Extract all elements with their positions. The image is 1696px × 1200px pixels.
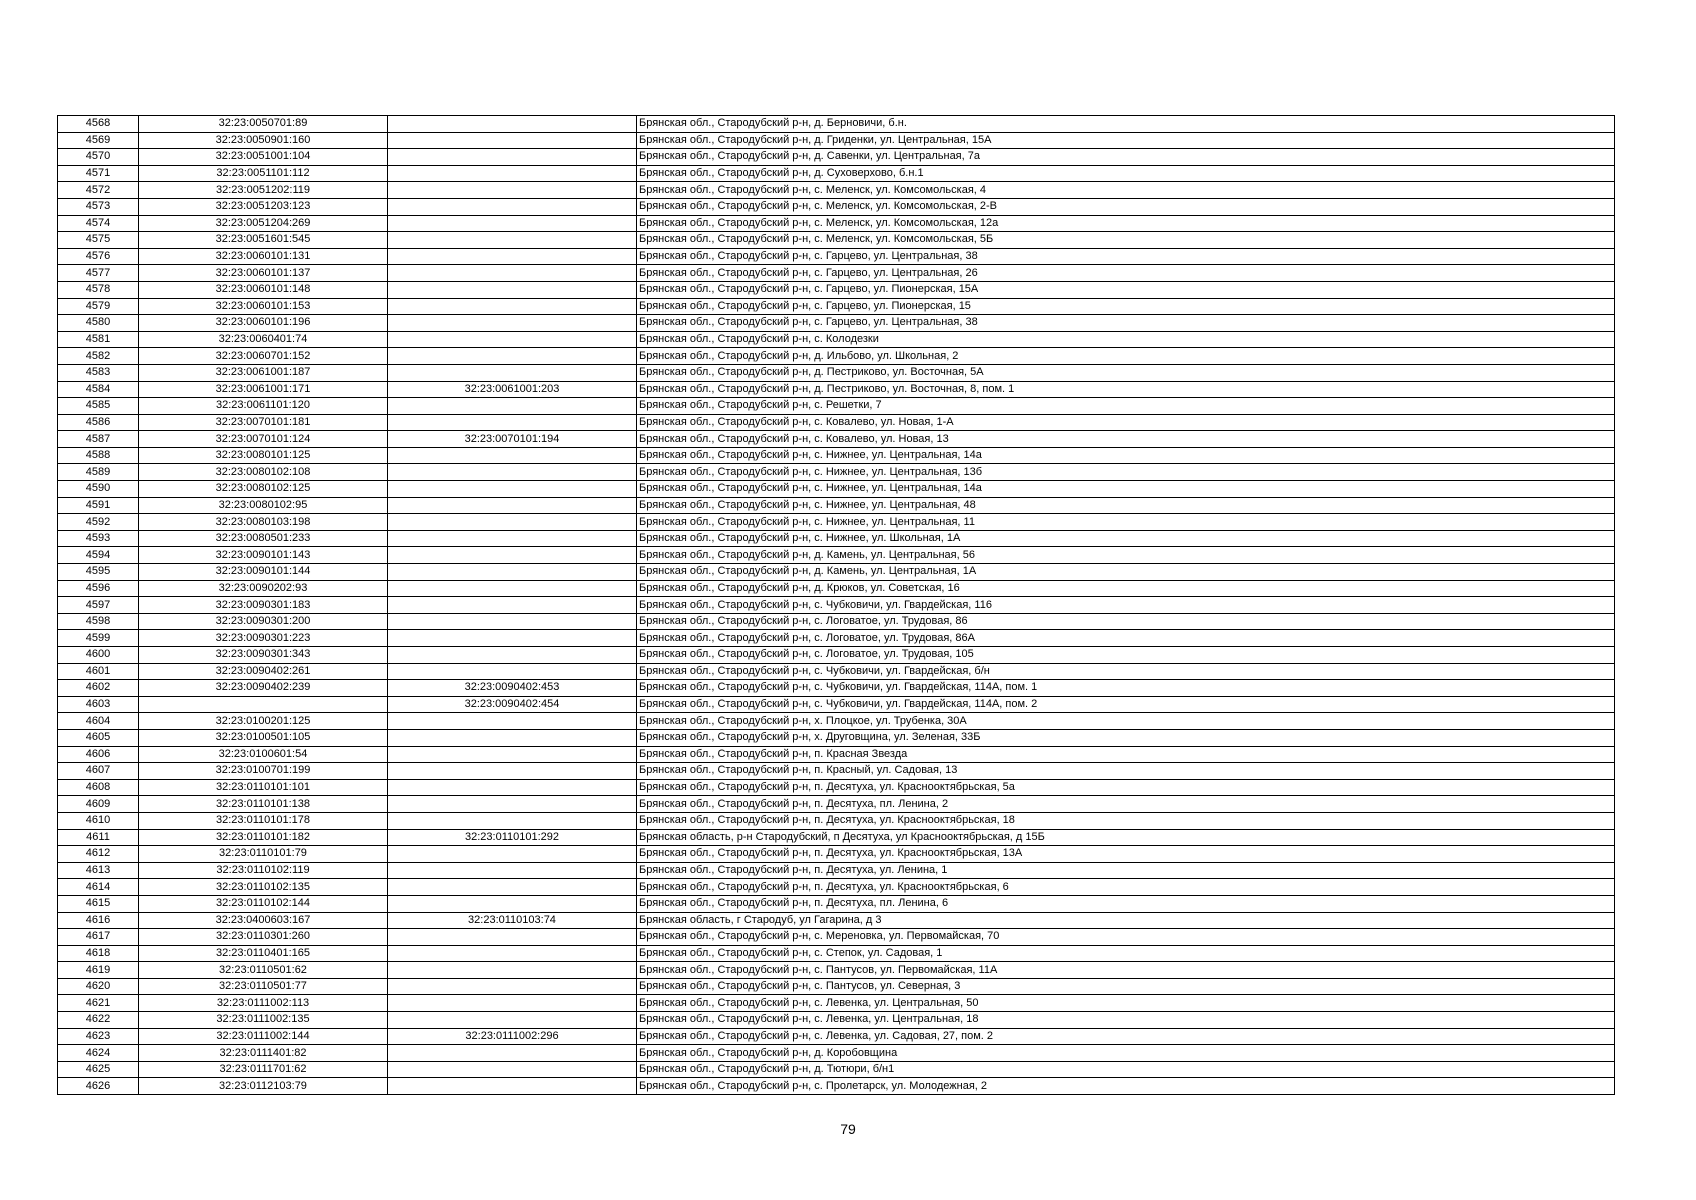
table-row bbox=[58, 879, 1615, 896]
table-row bbox=[58, 895, 1615, 912]
row-number-cell: 4611 bbox=[58, 829, 139, 846]
row-number-cell: 4602 bbox=[58, 680, 139, 697]
row-number-cell: 4594 bbox=[58, 547, 139, 564]
object-cadastral-number-cell: 32:23:0110103:74 bbox=[388, 912, 637, 929]
object-cadastral-number-cell: 32:23:0111002:296 bbox=[388, 1028, 637, 1045]
cadastral-number-cell: 32:23:0070101:124 bbox=[139, 431, 388, 448]
cadastral-number-cell: 32:23:0050701:89 bbox=[139, 116, 388, 133]
row-number-cell: 4618 bbox=[58, 945, 139, 962]
address-cell: Брянская обл., Стародубский р-н, с. Нижнее, ул. Центральная, 48 bbox=[637, 497, 1615, 514]
row-number-cell: 4568 bbox=[58, 116, 139, 133]
cadastral-number-cell: 32:23:0070101:181 bbox=[139, 414, 388, 431]
address-cell: Брянская область, р-н Стародубский, п Десятуха, ул Краснооктябрьская, д 15Б bbox=[637, 829, 1615, 846]
cadastral-number-cell: 32:23:0110102:135 bbox=[139, 879, 388, 896]
object-cadastral-number-cell bbox=[388, 613, 637, 630]
address-cell: Брянская обл., Стародубский р-н, х. Друговщина, ул. Зеленая, 33Б bbox=[637, 729, 1615, 746]
address-cell: Брянская обл., Стародубский р-н, с. Гарцево, ул. Центральная, 38 bbox=[637, 248, 1615, 265]
table-row bbox=[58, 248, 1615, 265]
table-row bbox=[58, 514, 1615, 531]
table-row bbox=[58, 331, 1615, 348]
address-cell: Брянская обл., Стародубский р-н, с. Чубковичи, ул. Гвардейская, 114А, пом. 2 bbox=[637, 696, 1615, 713]
cadastral-number-cell: 32:23:0090301:223 bbox=[139, 630, 388, 647]
row-number-cell: 4607 bbox=[58, 763, 139, 780]
cadastral-number-cell: 32:23:0090301:183 bbox=[139, 597, 388, 614]
cadastral-number-cell: 32:23:0080101:125 bbox=[139, 447, 388, 464]
cadastral-number-cell: 32:23:0080102:108 bbox=[139, 464, 388, 481]
cadastral-number-cell: 32:23:0060701:152 bbox=[139, 348, 388, 365]
row-number-cell: 4624 bbox=[58, 1045, 139, 1062]
table-row bbox=[58, 481, 1615, 498]
address-cell: Брянская обл., Стародубский р-н, с. Мереновка, ул. Первомайская, 70 bbox=[637, 929, 1615, 946]
row-number-cell: 4575 bbox=[58, 232, 139, 249]
cadastral-number-cell: 32:23:0060401:74 bbox=[139, 331, 388, 348]
table-row bbox=[58, 364, 1615, 381]
cadastral-number-cell: 32:23:0060101:131 bbox=[139, 248, 388, 265]
row-number-cell: 4625 bbox=[58, 1061, 139, 1078]
address-cell: Брянская обл., Стародубский р-н, с. Ковалево, ул. Новая, 1-А bbox=[637, 414, 1615, 431]
object-cadastral-number-cell bbox=[388, 149, 637, 166]
address-cell: Брянская обл., Стародубский р-н, с. Меленск, ул. Комсомольская, 12а bbox=[637, 215, 1615, 232]
address-cell: Брянская обл., Стародубский р-н, с. Гарцево, ул. Пионерская, 15А bbox=[637, 281, 1615, 298]
cadastral-number-cell: 32:23:0090301:343 bbox=[139, 647, 388, 664]
address-cell: Брянская обл., Стародубский р-н, д. Суховерхово, б.н.1 bbox=[637, 165, 1615, 182]
row-number-cell: 4623 bbox=[58, 1028, 139, 1045]
address-cell: Брянская обл., Стародубский р-н, п. Десятуха, ул. Краснооктябрьская, 13А bbox=[637, 846, 1615, 863]
address-cell: Брянская обл., Стародубский р-н, д. Пестриково, ул. Восточная, 8, пом. 1 bbox=[637, 381, 1615, 398]
cadastral-number-cell: 32:23:0051204:269 bbox=[139, 215, 388, 232]
object-cadastral-number-cell bbox=[388, 547, 637, 564]
object-cadastral-number-cell bbox=[388, 398, 637, 415]
object-cadastral-number-cell bbox=[388, 464, 637, 481]
row-number-cell: 4580 bbox=[58, 315, 139, 332]
address-cell: Брянская обл., Стародубский р-н, п. Красная Звезда bbox=[637, 746, 1615, 763]
row-number-cell: 4589 bbox=[58, 464, 139, 481]
object-cadastral-number-cell bbox=[388, 215, 637, 232]
row-number-cell: 4622 bbox=[58, 1012, 139, 1029]
address-cell: Брянская обл., Стародубский р-н, с. Нижнее, ул. Центральная, 14а bbox=[637, 447, 1615, 464]
row-number-cell: 4569 bbox=[58, 132, 139, 149]
object-cadastral-number-cell bbox=[388, 1061, 637, 1078]
cadastral-number-cell: 32:23:0080102:125 bbox=[139, 481, 388, 498]
table-row bbox=[58, 116, 1615, 133]
address-cell: Брянская обл., Стародубский р-н, п. Красный, ул. Садовая, 13 bbox=[637, 763, 1615, 780]
row-number-cell: 4577 bbox=[58, 265, 139, 282]
object-cadastral-number-cell bbox=[388, 232, 637, 249]
row-number-cell: 4606 bbox=[58, 746, 139, 763]
object-cadastral-number-cell bbox=[388, 248, 637, 265]
table-row bbox=[58, 497, 1615, 514]
address-cell: Брянская обл., Стародубский р-н, с. Чубковичи, ул. Гвардейская, 116 bbox=[637, 597, 1615, 614]
address-cell: Брянская обл., Стародубский р-н, с. Меленск, ул. Комсомольская, 2-В bbox=[637, 198, 1615, 215]
cadastral-number-cell: 32:23:0111002:135 bbox=[139, 1012, 388, 1029]
table-row bbox=[58, 232, 1615, 249]
row-number-cell: 4599 bbox=[58, 630, 139, 647]
cadastral-number-cell: 32:23:0061001:187 bbox=[139, 364, 388, 381]
cadastral-number-cell: 32:23:0400603:167 bbox=[139, 912, 388, 929]
table-row bbox=[58, 564, 1615, 581]
object-cadastral-number-cell bbox=[388, 198, 637, 215]
table-row bbox=[58, 215, 1615, 232]
address-cell: Брянская обл., Стародубский р-н, д. Камень, ул. Центральная, 1А bbox=[637, 564, 1615, 581]
table-row bbox=[58, 1028, 1615, 1045]
row-number-cell: 4621 bbox=[58, 995, 139, 1012]
address-cell: Брянская обл., Стародубский р-н, д. Пестриково, ул. Восточная, 5А bbox=[637, 364, 1615, 381]
address-cell: Брянская обл., Стародубский р-н, с. Решетки, 7 bbox=[637, 398, 1615, 415]
cadastral-number-cell: 32:23:0110101:79 bbox=[139, 846, 388, 863]
address-cell: Брянская обл., Стародубский р-н, с. Степок, ул. Садовая, 1 bbox=[637, 945, 1615, 962]
table-row bbox=[58, 1061, 1615, 1078]
cadastral-number-cell: 32:23:0111002:144 bbox=[139, 1028, 388, 1045]
address-cell: Брянская обл., Стародубский р-н, п. Десятуха, ул. Краснооктябрьская, 5а bbox=[637, 779, 1615, 796]
table-row bbox=[58, 1045, 1615, 1062]
address-cell: Брянская обл., Стародубский р-н, с. Логоватое, ул. Трудовая, 86А bbox=[637, 630, 1615, 647]
object-cadastral-number-cell bbox=[388, 1078, 637, 1095]
object-cadastral-number-cell bbox=[388, 647, 637, 664]
table-row bbox=[58, 198, 1615, 215]
table-row bbox=[58, 580, 1615, 597]
address-cell: Брянская обл., Стародубский р-н, п. Десятуха, ул. Краснооктябрьская, 18 bbox=[637, 812, 1615, 829]
cadastral-number-cell: 32:23:0110102:144 bbox=[139, 895, 388, 912]
row-number-cell: 4592 bbox=[58, 514, 139, 531]
object-cadastral-number-cell bbox=[388, 746, 637, 763]
object-cadastral-number-cell: 32:23:0070101:194 bbox=[388, 431, 637, 448]
cadastral-number-cell: 32:23:0090301:200 bbox=[139, 613, 388, 630]
table-row bbox=[58, 530, 1615, 547]
cadastral-number-cell: 32:23:0060101:148 bbox=[139, 281, 388, 298]
row-number-cell: 4591 bbox=[58, 497, 139, 514]
table-row bbox=[58, 846, 1615, 863]
table-row bbox=[58, 447, 1615, 464]
cadastral-number-cell: 32:23:0100701:199 bbox=[139, 763, 388, 780]
cadastral-number-cell: 32:23:0080103:198 bbox=[139, 514, 388, 531]
table-row bbox=[58, 1012, 1615, 1029]
cadastral-number-cell: 32:23:0110401:165 bbox=[139, 945, 388, 962]
object-cadastral-number-cell: 32:23:0090402:453 bbox=[388, 680, 637, 697]
object-cadastral-number-cell bbox=[388, 862, 637, 879]
table-row bbox=[58, 829, 1615, 846]
address-cell: Брянская обл., Стародубский р-н, с. Нижнее, ул. Школьная, 1А bbox=[637, 530, 1615, 547]
object-cadastral-number-cell bbox=[388, 348, 637, 365]
object-cadastral-number-cell bbox=[388, 995, 637, 1012]
row-number-cell: 4583 bbox=[58, 364, 139, 381]
table-row bbox=[58, 812, 1615, 829]
object-cadastral-number-cell: 32:23:0090402:454 bbox=[388, 696, 637, 713]
cadastral-number-cell: 32:23:0051202:119 bbox=[139, 182, 388, 199]
row-number-cell: 4626 bbox=[58, 1078, 139, 1095]
row-number-cell: 4586 bbox=[58, 414, 139, 431]
row-number-cell: 4587 bbox=[58, 431, 139, 448]
table-row bbox=[58, 729, 1615, 746]
address-cell: Брянская обл., Стародубский р-н, с. Гарцево, ул. Центральная, 26 bbox=[637, 265, 1615, 282]
table-row bbox=[58, 663, 1615, 680]
row-number-cell: 4596 bbox=[58, 580, 139, 597]
row-number-cell: 4593 bbox=[58, 530, 139, 547]
object-cadastral-number-cell bbox=[388, 514, 637, 531]
cadastral-number-cell: 32:23:0051601:545 bbox=[139, 232, 388, 249]
object-cadastral-number-cell bbox=[388, 846, 637, 863]
table-row bbox=[58, 464, 1615, 481]
address-cell: Брянская область, г Стародуб, ул Гагарина, д 3 bbox=[637, 912, 1615, 929]
table-row bbox=[58, 414, 1615, 431]
page-number: 79 bbox=[840, 1121, 856, 1137]
row-number-cell: 4605 bbox=[58, 729, 139, 746]
table-row bbox=[58, 165, 1615, 182]
object-cadastral-number-cell bbox=[388, 895, 637, 912]
address-cell: Брянская обл., Стародубский р-н, с. Гарцево, ул. Пионерская, 15 bbox=[637, 298, 1615, 315]
table-row bbox=[58, 929, 1615, 946]
object-cadastral-number-cell bbox=[388, 962, 637, 979]
cadastral-number-cell: 32:23:0100201:125 bbox=[139, 713, 388, 730]
address-cell: Брянская обл., Стародубский р-н, д. Тютюри, б/н1 bbox=[637, 1061, 1615, 1078]
table-row bbox=[58, 381, 1615, 398]
address-cell: Брянская обл., Стародубский р-н, с. Логоватое, ул. Трудовая, 105 bbox=[637, 647, 1615, 664]
row-number-cell: 4598 bbox=[58, 613, 139, 630]
table-row bbox=[58, 912, 1615, 929]
cadastral-number-cell: 32:23:0110101:182 bbox=[139, 829, 388, 846]
object-cadastral-number-cell bbox=[388, 481, 637, 498]
object-cadastral-number-cell bbox=[388, 281, 637, 298]
row-number-cell: 4603 bbox=[58, 696, 139, 713]
address-cell: Брянская обл., Стародубский р-н, п. Десятуха, ул. Ленина, 1 bbox=[637, 862, 1615, 879]
object-cadastral-number-cell bbox=[388, 597, 637, 614]
cadastral-number-cell: 32:23:0090402:261 bbox=[139, 663, 388, 680]
cadastral-number-cell: 32:23:0050901:160 bbox=[139, 132, 388, 149]
row-number-cell: 4613 bbox=[58, 862, 139, 879]
address-cell: Брянская обл., Стародубский р-н, с. Гарцево, ул. Центральная, 38 bbox=[637, 315, 1615, 332]
object-cadastral-number-cell: 32:23:0061001:203 bbox=[388, 381, 637, 398]
address-cell: Брянская обл., Стародубский р-н, д. Савенки, ул. Центральная, 7а bbox=[637, 149, 1615, 166]
cadastral-number-cell: 32:23:0090101:143 bbox=[139, 547, 388, 564]
row-number-cell: 4595 bbox=[58, 564, 139, 581]
row-number-cell: 4571 bbox=[58, 165, 139, 182]
object-cadastral-number-cell bbox=[388, 1012, 637, 1029]
cadastral-number-cell: 32:23:0110501:62 bbox=[139, 962, 388, 979]
object-cadastral-number-cell bbox=[388, 929, 637, 946]
table-row bbox=[58, 630, 1615, 647]
registry-table bbox=[57, 115, 1615, 1095]
table-row bbox=[58, 713, 1615, 730]
table-row bbox=[58, 779, 1615, 796]
address-cell: Брянская обл., Стародубский р-н, с. Левенка, ул. Садовая, 27, пом. 2 bbox=[637, 1028, 1615, 1045]
row-number-cell: 4615 bbox=[58, 895, 139, 912]
row-number-cell: 4579 bbox=[58, 298, 139, 315]
address-cell: Брянская обл., Стародубский р-н, с. Пантусов, ул. Северная, 3 bbox=[637, 978, 1615, 995]
address-cell: Брянская обл., Стародубский р-н, п. Десятуха, ул. Краснооктябрьская, 6 bbox=[637, 879, 1615, 896]
address-cell: Брянская обл., Стародубский р-н, с. Пантусов, ул. Первомайская, 11А bbox=[637, 962, 1615, 979]
row-number-cell: 4604 bbox=[58, 713, 139, 730]
cadastral-number-cell: 32:23:0100501:105 bbox=[139, 729, 388, 746]
object-cadastral-number-cell bbox=[388, 879, 637, 896]
table-row bbox=[58, 796, 1615, 813]
cadastral-number-cell: 32:23:0111401:82 bbox=[139, 1045, 388, 1062]
cadastral-number-cell: 32:23:0100601:54 bbox=[139, 746, 388, 763]
row-number-cell: 4573 bbox=[58, 198, 139, 215]
table-row bbox=[58, 547, 1615, 564]
address-cell: Брянская обл., Стародубский р-н, п. Десятуха, пл. Ленина, 6 bbox=[637, 895, 1615, 912]
address-cell: Брянская обл., Стародубский р-н, п. Десятуха, пл. Ленина, 2 bbox=[637, 796, 1615, 813]
row-number-cell: 4608 bbox=[58, 779, 139, 796]
table-row bbox=[58, 132, 1615, 149]
cadastral-number-cell: 32:23:0112103:79 bbox=[139, 1078, 388, 1095]
address-cell: Брянская обл., Стародубский р-н, с. Чубковичи, ул. Гвардейская, 114А, пом. 1 bbox=[637, 680, 1615, 697]
row-number-cell: 4588 bbox=[58, 447, 139, 464]
object-cadastral-number-cell bbox=[388, 812, 637, 829]
cadastral-number-cell: 32:23:0061001:171 bbox=[139, 381, 388, 398]
row-number-cell: 4619 bbox=[58, 962, 139, 979]
address-cell: Брянская обл., Стародубский р-н, д. Гриденки, ул. Центральная, 15А bbox=[637, 132, 1615, 149]
address-cell: Брянская обл., Стародубский р-н, с. Чубковичи, ул. Гвардейская, б/н bbox=[637, 663, 1615, 680]
address-cell: Брянская обл., Стародубский р-н, с. Нижнее, ул. Центральная, 14а bbox=[637, 481, 1615, 498]
address-cell: Брянская обл., Стародубский р-н, с. Пролетарск, ул. Молодежная, 2 bbox=[637, 1078, 1615, 1095]
object-cadastral-number-cell bbox=[388, 497, 637, 514]
row-number-cell: 4612 bbox=[58, 846, 139, 863]
object-cadastral-number-cell bbox=[388, 945, 637, 962]
object-cadastral-number-cell: 32:23:0110101:292 bbox=[388, 829, 637, 846]
cadastral-number-cell bbox=[139, 696, 388, 713]
cadastral-number-cell: 32:23:0080102:95 bbox=[139, 497, 388, 514]
row-number-cell: 4572 bbox=[58, 182, 139, 199]
object-cadastral-number-cell bbox=[388, 530, 637, 547]
row-number-cell: 4574 bbox=[58, 215, 139, 232]
table-row bbox=[58, 995, 1615, 1012]
cadastral-number-cell: 32:23:0060101:153 bbox=[139, 298, 388, 315]
table-row bbox=[58, 149, 1615, 166]
cadastral-number-cell: 32:23:0110501:77 bbox=[139, 978, 388, 995]
cadastral-number-cell: 32:23:0110102:119 bbox=[139, 862, 388, 879]
table-row bbox=[58, 647, 1615, 664]
row-number-cell: 4620 bbox=[58, 978, 139, 995]
address-cell: Брянская обл., Стародубский р-н, с. Левенка, ул. Центральная, 50 bbox=[637, 995, 1615, 1012]
object-cadastral-number-cell bbox=[388, 978, 637, 995]
address-cell: Брянская обл., Стародубский р-н, д. Камень, ул. Центральная, 56 bbox=[637, 547, 1615, 564]
cadastral-number-cell: 32:23:0060101:137 bbox=[139, 265, 388, 282]
object-cadastral-number-cell bbox=[388, 779, 637, 796]
address-cell: Брянская обл., Стародубский р-н, с. Левенка, ул. Центральная, 18 bbox=[637, 1012, 1615, 1029]
row-number-cell: 4617 bbox=[58, 929, 139, 946]
row-number-cell: 4614 bbox=[58, 879, 139, 896]
row-number-cell: 4582 bbox=[58, 348, 139, 365]
address-cell: Брянская обл., Стародубский р-н, с. Логоватое, ул. Трудовая, 86 bbox=[637, 613, 1615, 630]
row-number-cell: 4585 bbox=[58, 398, 139, 415]
object-cadastral-number-cell bbox=[388, 414, 637, 431]
table-row bbox=[58, 281, 1615, 298]
object-cadastral-number-cell bbox=[388, 580, 637, 597]
cadastral-number-cell: 32:23:0090202:93 bbox=[139, 580, 388, 597]
table-row bbox=[58, 962, 1615, 979]
table-row bbox=[58, 978, 1615, 995]
object-cadastral-number-cell bbox=[388, 315, 637, 332]
table-row bbox=[58, 348, 1615, 365]
cadastral-number-cell: 32:23:0090101:144 bbox=[139, 564, 388, 581]
address-cell: Брянская обл., Стародубский р-н, с. Меленск, ул. Комсомольская, 5Б bbox=[637, 232, 1615, 249]
cadastral-number-cell: 32:23:0080501:233 bbox=[139, 530, 388, 547]
object-cadastral-number-cell bbox=[388, 729, 637, 746]
object-cadastral-number-cell bbox=[388, 116, 637, 133]
table-row bbox=[58, 298, 1615, 315]
row-number-cell: 4581 bbox=[58, 331, 139, 348]
object-cadastral-number-cell bbox=[388, 663, 637, 680]
cadastral-number-cell: 32:23:0111002:113 bbox=[139, 995, 388, 1012]
row-number-cell: 4584 bbox=[58, 381, 139, 398]
object-cadastral-number-cell bbox=[388, 298, 637, 315]
object-cadastral-number-cell bbox=[388, 364, 637, 381]
row-number-cell: 4578 bbox=[58, 281, 139, 298]
address-cell: Брянская обл., Стародубский р-н, д. Ильбово, ул. Школьная, 2 bbox=[637, 348, 1615, 365]
row-number-cell: 4609 bbox=[58, 796, 139, 813]
row-number-cell: 4576 bbox=[58, 248, 139, 265]
table-row bbox=[58, 398, 1615, 415]
object-cadastral-number-cell bbox=[388, 182, 637, 199]
table-row bbox=[58, 1078, 1615, 1095]
object-cadastral-number-cell bbox=[388, 447, 637, 464]
cadastral-number-cell: 32:23:0060101:196 bbox=[139, 315, 388, 332]
address-cell: Брянская обл., Стародубский р-н, д. Крюков, ул. Советская, 16 bbox=[637, 580, 1615, 597]
table-row bbox=[58, 763, 1615, 780]
table-row bbox=[58, 613, 1615, 630]
table-row bbox=[58, 182, 1615, 199]
table-row bbox=[58, 315, 1615, 332]
table-row bbox=[58, 265, 1615, 282]
object-cadastral-number-cell bbox=[388, 564, 637, 581]
cadastral-number-cell: 32:23:0090402:239 bbox=[139, 680, 388, 697]
object-cadastral-number-cell bbox=[388, 1045, 637, 1062]
table-row bbox=[58, 746, 1615, 763]
object-cadastral-number-cell bbox=[388, 331, 637, 348]
object-cadastral-number-cell bbox=[388, 165, 637, 182]
cadastral-number-cell: 32:23:0051101:112 bbox=[139, 165, 388, 182]
row-number-cell: 4597 bbox=[58, 597, 139, 614]
table-row bbox=[58, 862, 1615, 879]
cadastral-number-cell: 32:23:0051203:123 bbox=[139, 198, 388, 215]
object-cadastral-number-cell bbox=[388, 132, 637, 149]
cadastral-number-cell: 32:23:0110301:260 bbox=[139, 929, 388, 946]
table-row bbox=[58, 680, 1615, 697]
row-number-cell: 4601 bbox=[58, 663, 139, 680]
row-number-cell: 4600 bbox=[58, 647, 139, 664]
object-cadastral-number-cell bbox=[388, 763, 637, 780]
cadastral-number-cell: 32:23:0110101:178 bbox=[139, 812, 388, 829]
address-cell: Брянская обл., Стародубский р-н, с. Колодезки bbox=[637, 331, 1615, 348]
row-number-cell: 4570 bbox=[58, 149, 139, 166]
row-number-cell: 4616 bbox=[58, 912, 139, 929]
table-row bbox=[58, 696, 1615, 713]
address-cell: Брянская обл., Стародубский р-н, д. Берновичи, б.н. bbox=[637, 116, 1615, 133]
address-cell: Брянская обл., Стародубский р-н, с. Меленск, ул. Комсомольская, 4 bbox=[637, 182, 1615, 199]
cadastral-number-cell: 32:23:0061101:120 bbox=[139, 398, 388, 415]
table-row bbox=[58, 431, 1615, 448]
row-number-cell: 4590 bbox=[58, 481, 139, 498]
table-row bbox=[58, 597, 1615, 614]
object-cadastral-number-cell bbox=[388, 630, 637, 647]
cadastral-number-cell: 32:23:0051001:104 bbox=[139, 149, 388, 166]
address-cell: Брянская обл., Стародубский р-н, д. Коробовщина bbox=[637, 1045, 1615, 1062]
address-cell: Брянская обл., Стародубский р-н, с. Нижнее, ул. Центральная, 11 bbox=[637, 514, 1615, 531]
cadastral-number-cell: 32:23:0110101:138 bbox=[139, 796, 388, 813]
object-cadastral-number-cell bbox=[388, 713, 637, 730]
object-cadastral-number-cell bbox=[388, 265, 637, 282]
registry-table-body bbox=[58, 116, 1615, 1095]
address-cell: Брянская обл., Стародубский р-н, х. Плоцкое, ул. Трубенка, 30А bbox=[637, 713, 1615, 730]
table-row bbox=[58, 945, 1615, 962]
address-cell: Брянская обл., Стародубский р-н, с. Нижнее, ул. Центральная, 13б bbox=[637, 464, 1615, 481]
cadastral-number-cell: 32:23:0110101:101 bbox=[139, 779, 388, 796]
row-number-cell: 4610 bbox=[58, 812, 139, 829]
address-cell: Брянская обл., Стародубский р-н, с. Ковалево, ул. Новая, 13 bbox=[637, 431, 1615, 448]
cadastral-number-cell: 32:23:0111701:62 bbox=[139, 1061, 388, 1078]
object-cadastral-number-cell bbox=[388, 796, 637, 813]
